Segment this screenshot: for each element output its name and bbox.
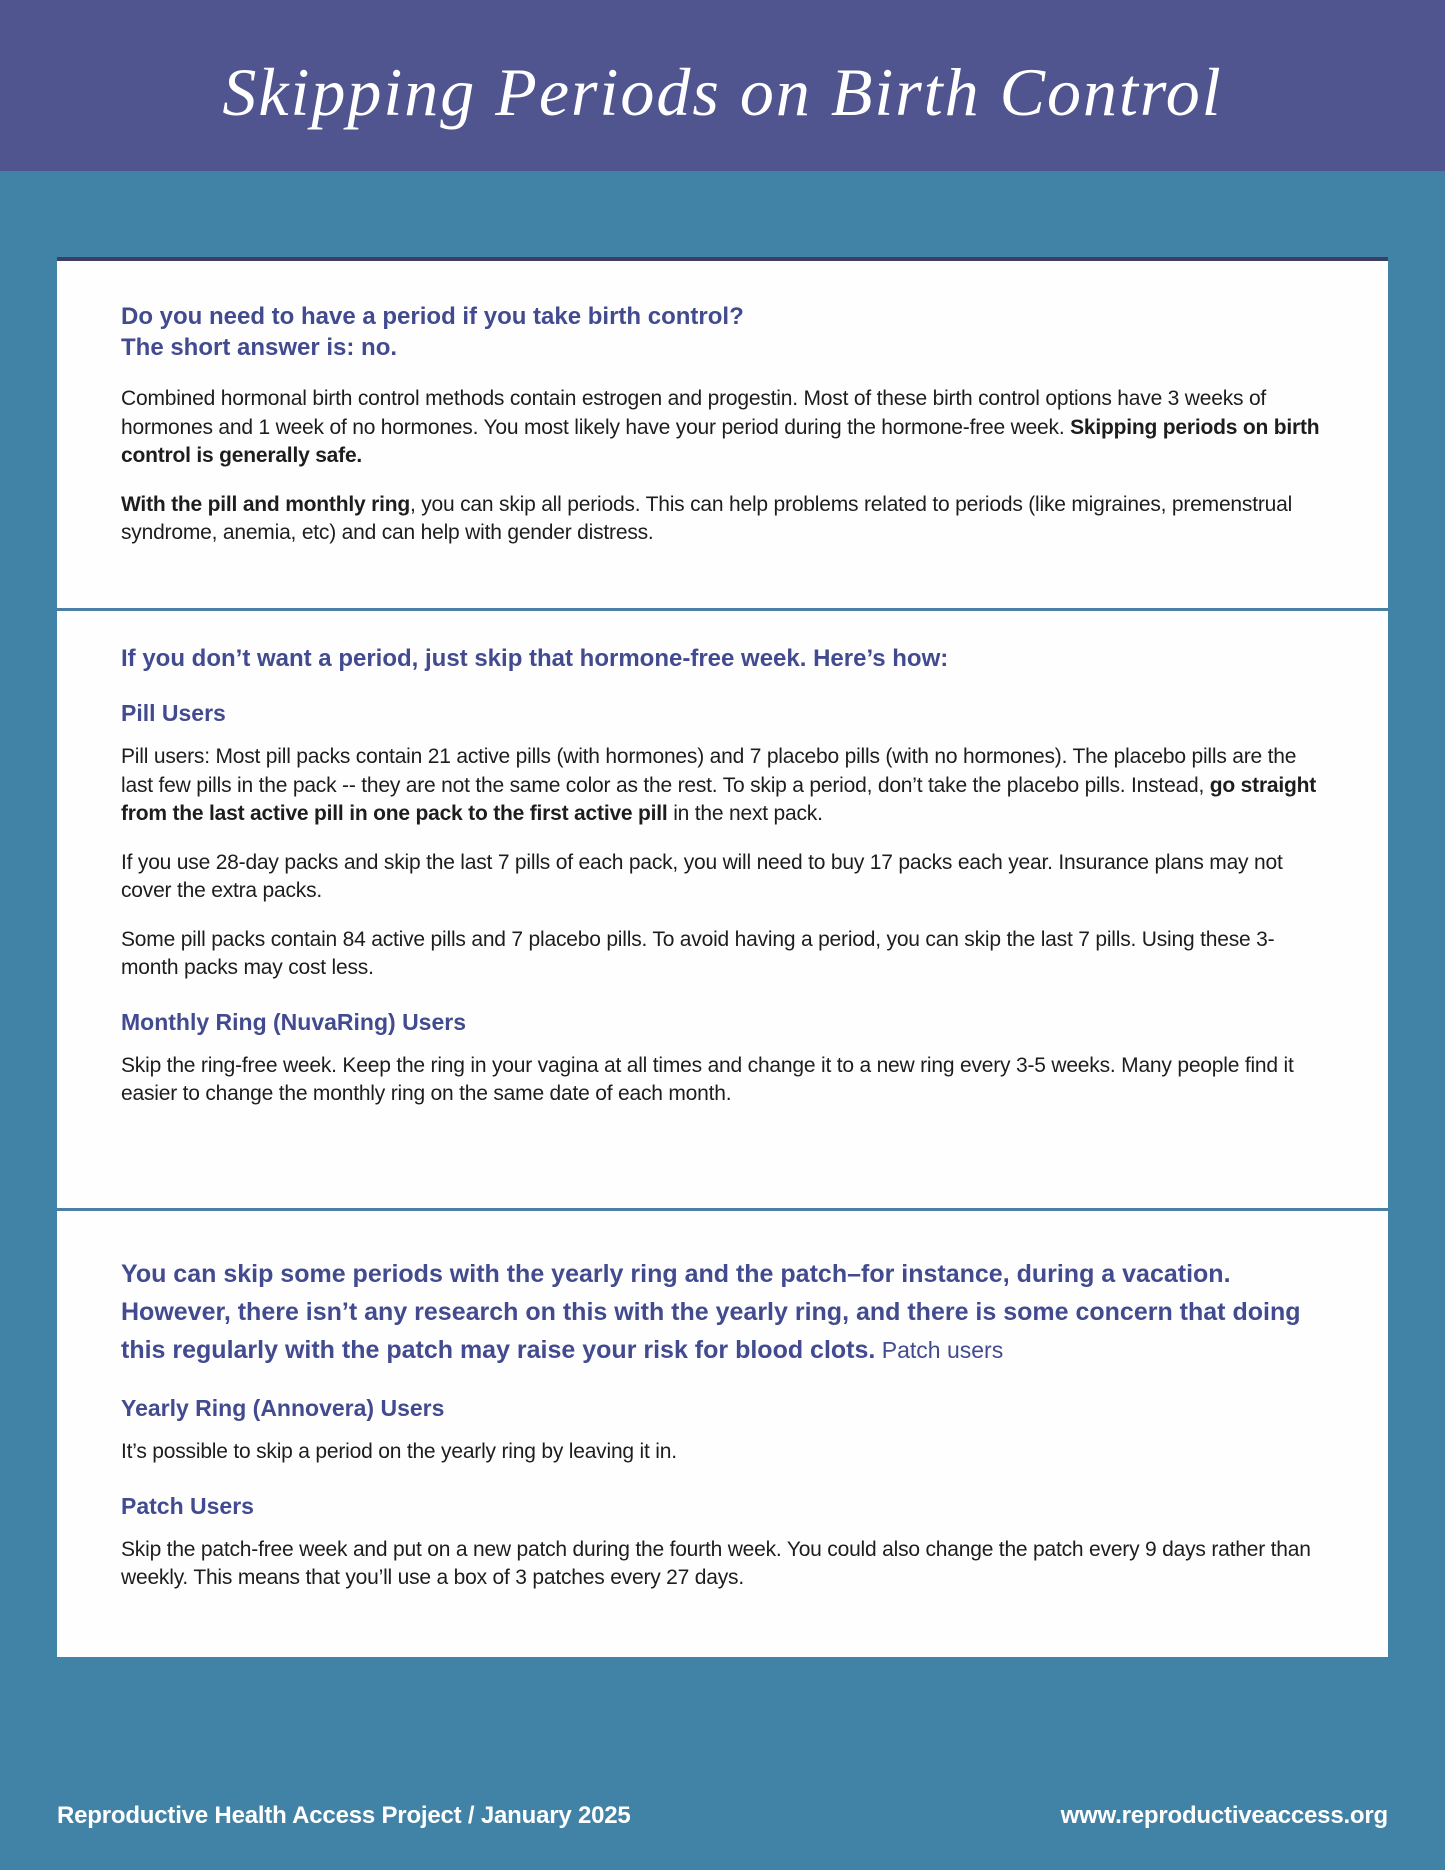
other-heading-tail: Patch users (875, 1337, 1004, 1363)
pill-paragraph-2: If you use 28-day packs and skip the last 7 pills of each pack, you will need to buy 17 packs each year. Insurance plans may not cover the extra packs. (121, 850, 1283, 902)
intro-p1-text: Combined hormonal birth control methods contain estrogen and progestin. Most of these birth control options have 3 weeks of hormones and 1 week of no hormones. You most likely have your period during the hormone-free week. (121, 387, 1267, 439)
intro-heading-line2: The short answer is: no. (121, 334, 398, 361)
pill-paragraph-1 (121, 743, 1324, 829)
footer (57, 1802, 1388, 1830)
yearly-ring-subheading: Yearly Ring (Annovera) Users (121, 1395, 445, 1421)
pill-p1-text: Pill users: Most pill packs contain 21 active pills (with hormones) and 7 placebo pills (with no hormones). The placebo pills are the last few pills in the pack -- they are not the same color as the rest. To skip a period, don’t take the placebo pills. Instead, (121, 745, 1297, 797)
patch-paragraph: Skip the patch-free week and put on a new patch during the fourth week. You could also change the patch every 9 days rather than weekly. This means that you’ll use a box of 3 patches every 27 days. (121, 1537, 1311, 1589)
other-heading-bold: You can skip some periods with the yearly ring and the patch–for instance, during a vacation. However, there isn’t any research on this with the yearly ring, and there is some concern that doing this regularly with the patch may raise your risk for blood clots. (121, 1260, 1301, 1364)
pill-paragraph-3: Some pill packs contain 84 active pills and 7 placebo pills. To avoid having a period, you can skip the last 7 pills. Using these 3-month packs may cost less. (121, 927, 1275, 979)
other-heading (121, 1255, 1324, 1369)
intro-paragraph-2 (121, 491, 1324, 548)
intro-p2-text: , you can skip all periods. This can help problems related to periods (like migraines, premenstrual syndrome, anemia, etc) and can help with gender distress. (121, 492, 1293, 544)
pill-users-subheading: Pill Users (121, 700, 226, 726)
content-card (57, 257, 1388, 1657)
intro-paragraph-1 (121, 385, 1324, 471)
intro-heading-line1: Do you need to have a period if you take birth control? (121, 303, 744, 330)
footer-website: www.reproductiveaccess.org (1060, 1802, 1388, 1829)
intro-heading (121, 301, 1324, 363)
pill-p1-bold: go straight from the last active pill in one pack to the first active pill (121, 773, 1317, 825)
how-heading: If you don’t want a period, just skip that hormone-free week. Here’s how: (121, 645, 949, 672)
patch-users-subheading: Patch Users (121, 1492, 254, 1519)
intro-p2-bold: With the pill and monthly ring (121, 492, 410, 516)
section-yearly-ring-patch (57, 1211, 1388, 1657)
header-band (0, 0, 1445, 171)
yearly-ring-paragraph: It’s possible to skip a period on the yearly ring by leaving it in. (121, 1440, 677, 1463)
intro-p1-bold: Skipping periods on birth control is generally safe. (121, 415, 1320, 467)
footer-organization: Reproductive Health Access Project / January 2025 (57, 1802, 631, 1829)
monthly-ring-subheading: Monthly Ring (NuvaRing) Users (121, 1008, 467, 1035)
page-title: Skipping Periods on Birth Control (222, 54, 1223, 130)
section-intro (57, 261, 1388, 608)
pill-p1-end: in the next pack. (667, 802, 823, 825)
section-how-to-skip (57, 611, 1388, 1208)
monthly-ring-paragraph: Skip the ring-free week. Keep the ring in your vagina at all times and change it to a new ring every 3-5 weeks. Many people find it easier to change the monthly ring on the same date of each month. (121, 1053, 1294, 1105)
